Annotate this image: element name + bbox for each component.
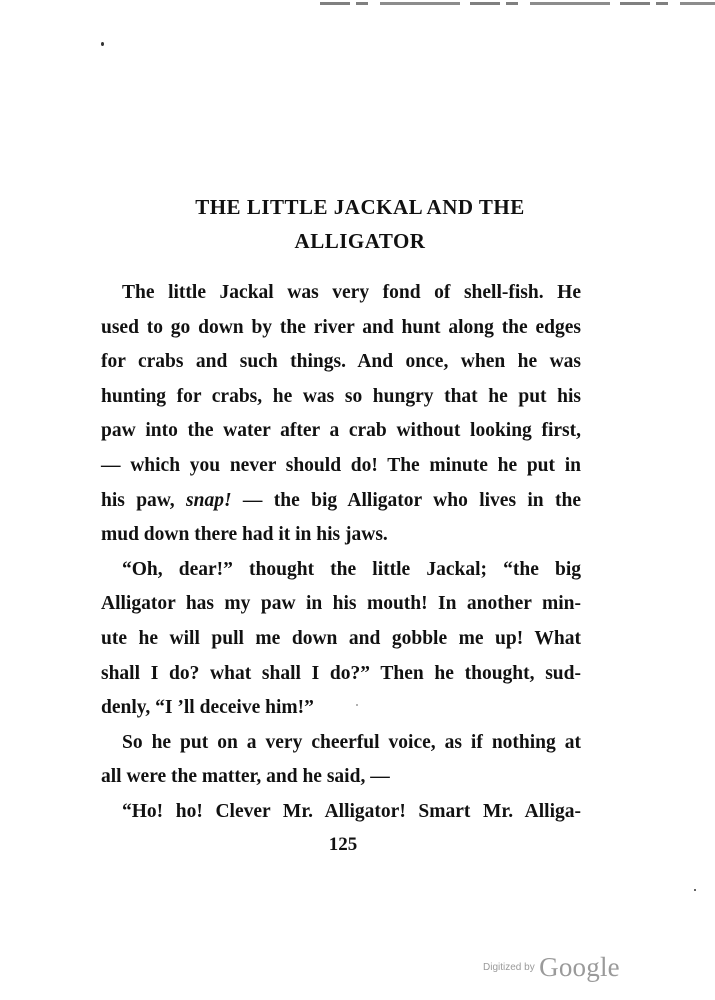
watermark-prefix: Digitized by <box>483 962 535 973</box>
text-line: mud down there had it in his jaws. <box>101 524 388 546</box>
scan-speck <box>694 889 696 891</box>
text-line: for crabs and such things. And once, when he was <box>101 351 581 373</box>
scan-speck <box>101 42 104 46</box>
scan-top-border <box>320 2 715 5</box>
story-title-line-2: ALLIGATOR <box>294 229 426 253</box>
text-line: ute he will pull me down and gobble me up! What <box>101 627 581 649</box>
story-title-line-1: THE LITTLE JACKAL AND THE <box>195 195 525 219</box>
text-line <box>101 484 581 519</box>
text-line: shall I do? what shall I do?” Then he thought, sud- <box>101 662 581 684</box>
text-line: denly, “I ’ll deceive him!” <box>101 697 314 719</box>
text-line: — which you never should do! The minute he put in <box>101 454 581 476</box>
text-line: all were the matter, and he said, — <box>101 766 390 788</box>
google-logo: Google <box>539 952 620 982</box>
text-line: used to go down by the river and hunt along the edges <box>101 316 581 338</box>
text-segment: his paw, <box>101 489 187 511</box>
page-number: 125 <box>328 834 358 855</box>
text-line: “Oh, dear!” thought the little Jackal; “the big <box>122 558 581 580</box>
text-line: So he put on a very cheerful voice, as if nothing at <box>122 731 581 753</box>
text-line: hunting for crabs, he was so hungry that he put his <box>101 385 581 407</box>
text-segment: — the big Alligator who lives in the <box>231 489 582 511</box>
text-line: paw into the water after a crab without looking first, <box>101 420 581 442</box>
text-line: Alligator has my paw in his mouth! In another min- <box>101 593 581 615</box>
digitized-watermark <box>483 952 633 986</box>
text-line: “Ho! ho! Clever Mr. Alligator! Smart Mr. Alliga- <box>122 800 581 822</box>
text-line: The little Jackal was very fond of shell-fish. He <box>122 282 581 303</box>
italic-emphasis: snap! <box>186 489 232 511</box>
story-body <box>101 276 581 830</box>
story-title <box>100 190 620 258</box>
